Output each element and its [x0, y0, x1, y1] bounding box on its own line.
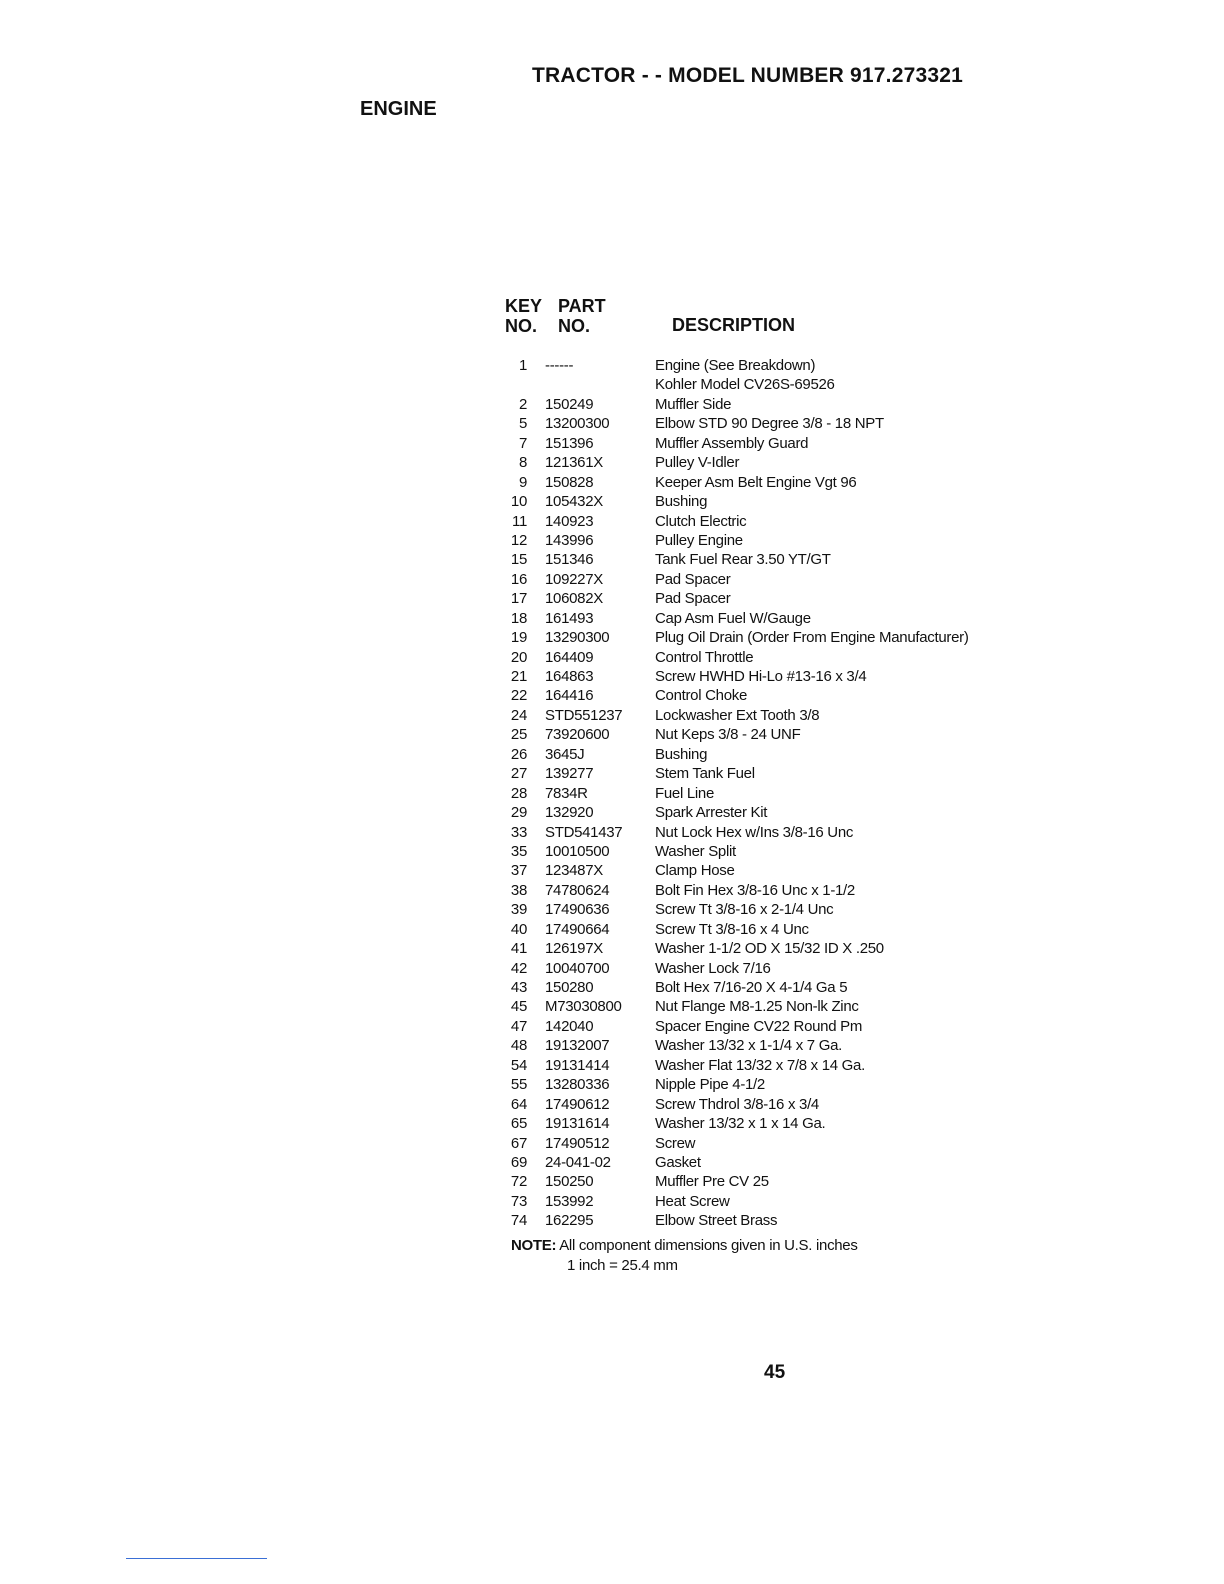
key-number-cell: 15: [510, 551, 527, 569]
key-number-cell: 47: [510, 1017, 527, 1035]
part-number-cell: 17490664: [545, 920, 610, 938]
note-text: All component dimensions given in U.S. inches: [559, 1237, 858, 1254]
part-number-cell: 3645J: [545, 745, 585, 763]
key-number-cell: 28: [510, 784, 527, 802]
page-number: 45: [764, 1362, 786, 1383]
description-cell: Muffler Pre CV 25: [655, 1173, 769, 1191]
table-row: [500, 473, 1060, 492]
part-number-cell: 13290300: [545, 629, 610, 647]
description-cell: Screw Tt 3/8-16 x 2-1/4 Unc: [655, 901, 834, 919]
key-number-cell: 45: [510, 998, 527, 1016]
table-row: [500, 628, 1060, 647]
description-cell: Lockwasher Ext Tooth 3/8: [655, 706, 820, 724]
part-number-cell: 150280: [545, 979, 594, 996]
description-cell: Keeper Asm Belt Engine Vgt 96: [655, 473, 857, 491]
key-number-cell: 17: [510, 590, 527, 608]
description-cell: Nut Keps 3/8 - 24 UNF: [655, 726, 801, 744]
part-number-cell: 150249: [545, 395, 594, 413]
table-row: [500, 784, 1060, 803]
key-number-cell: 48: [510, 1037, 527, 1055]
part-number-cell: STD551237: [545, 706, 623, 724]
table-row: [500, 589, 1060, 608]
part-number-cell: 142040: [545, 1017, 594, 1035]
description-cell: Control Throttle: [655, 648, 754, 666]
key-number-cell: 24: [510, 706, 527, 724]
section-heading: ENGINE: [360, 98, 437, 120]
description-cell: Nut Flange M8-1.25 Non-lk Zinc: [655, 998, 859, 1016]
key-number-cell: 8: [518, 454, 527, 472]
table-row: [500, 453, 1060, 472]
key-number-cell: 21: [510, 668, 527, 685]
part-number-cell: 150828: [545, 473, 594, 491]
table-row: [500, 667, 1060, 686]
description-cell: Heat Screw: [655, 1192, 730, 1210]
column-header-description: DESCRIPTION: [672, 315, 796, 335]
table-row: [500, 1134, 1060, 1153]
table-row: [500, 570, 1060, 589]
table-row: [500, 356, 1060, 375]
document-title: TRACTOR - - MODEL NUMBER 917.273321: [532, 64, 963, 87]
description-cell: Fuel Line: [655, 784, 715, 802]
note-line-1: [511, 1236, 858, 1256]
key-number-cell: 64: [510, 1095, 527, 1113]
key-number-cell: 19: [510, 629, 527, 647]
table-row: [500, 686, 1060, 705]
description-cell: Pad Spacer: [655, 590, 731, 608]
part-number-cell: 162295: [545, 1212, 594, 1230]
key-number-cell: 33: [510, 823, 527, 841]
part-number-cell: 24-041-02: [545, 1153, 611, 1171]
part-number-cell: 151346: [545, 551, 594, 569]
column-header-key-line2: NO.: [505, 316, 538, 336]
description-cell: Muffler Assembly Guard: [655, 434, 809, 452]
table-row: [500, 1017, 1060, 1036]
key-number-cell: 43: [510, 979, 527, 996]
key-number-cell: 65: [510, 1115, 527, 1133]
description-cell: Spacer Engine CV22 Round Pm: [655, 1017, 863, 1035]
description-cell: Bushing: [655, 745, 708, 763]
table-row: [500, 550, 1060, 569]
part-number-cell: 123487X: [545, 862, 603, 880]
description-cell: Screw HWHD Hi-Lo #13-16 x 3/4: [655, 668, 867, 685]
description-cell: Washer 1-1/2 OD X 15/32 ID X .250: [655, 940, 884, 958]
description-cell: Elbow Street Brass: [655, 1212, 778, 1230]
part-number-cell: 17490612: [545, 1095, 610, 1113]
key-number-cell: 55: [510, 1076, 527, 1094]
part-number-cell: 109227X: [545, 570, 603, 588]
key-number-cell: [500, 375, 545, 394]
table-row: [500, 395, 1060, 414]
part-number-cell: 17490636: [545, 901, 610, 919]
column-header-part-line2: NO.: [558, 316, 591, 336]
part-number-cell: 19131414: [545, 1056, 610, 1074]
description-cell: Kohler Model CV26S-69526: [655, 376, 835, 394]
parts-list: [500, 356, 1060, 1231]
description-cell: Clamp Hose: [655, 862, 735, 880]
table-row: [500, 1153, 1060, 1172]
key-number-cell: 1: [518, 357, 527, 374]
table-row: [500, 939, 1060, 958]
column-header-key-line1: KEY: [505, 296, 543, 316]
part-number-cell: M73030800: [545, 998, 622, 1016]
key-number-cell: 39: [510, 901, 527, 919]
key-number-cell: 16: [510, 570, 527, 588]
footer-rule: [126, 1558, 267, 1559]
part-number-cell: 132920: [545, 804, 594, 822]
description-cell: Nipple Pipe 4-1/2: [655, 1076, 765, 1094]
dimensions-note: [511, 1236, 858, 1275]
table-row: [500, 997, 1060, 1016]
description-cell: Washer 13/32 x 1-1/4 x 7 Ga.: [655, 1037, 842, 1055]
key-number-cell: 22: [510, 687, 527, 705]
table-row: [500, 531, 1060, 550]
description-cell: Washer Split: [655, 842, 736, 860]
table-row: [500, 959, 1060, 978]
table-row: [500, 1192, 1060, 1211]
key-number-cell: 18: [510, 609, 527, 627]
table-row: [500, 1114, 1060, 1133]
table-row: [500, 803, 1060, 822]
part-number-cell: [545, 375, 655, 394]
part-number-cell: 106082X: [545, 590, 603, 608]
description-cell: Spark Arrester Kit: [655, 804, 768, 822]
part-number-cell: 19132007: [545, 1037, 610, 1055]
description-cell: Washer 13/32 x 1 x 14 Ga.: [655, 1115, 826, 1133]
key-number-cell: 73: [510, 1192, 527, 1210]
key-number-cell: 69: [510, 1153, 527, 1171]
description-cell: Gasket: [655, 1153, 701, 1171]
part-number-cell: 105432X: [545, 493, 603, 511]
column-header-key-no: [505, 296, 542, 336]
description-cell: Screw: [655, 1134, 696, 1152]
description-cell: Bolt Hex 7/16-20 X 4-1/4 Ga 5: [655, 979, 848, 996]
part-number-cell: 164416: [545, 687, 594, 705]
part-number-cell: 74780624: [545, 881, 610, 899]
description-cell: Screw Tt 3/8-16 x 4 Unc: [655, 920, 809, 938]
description-cell: Screw Thdrol 3/8-16 x 3/4: [655, 1095, 819, 1113]
description-cell: Cap Asm Fuel W/Gauge: [655, 609, 811, 627]
key-number-cell: 2: [518, 395, 527, 413]
part-number-cell: 164863: [545, 668, 594, 685]
table-row: [500, 706, 1060, 725]
key-number-cell: 35: [510, 842, 527, 860]
part-number-cell: 73920600: [545, 726, 610, 744]
description-cell: Pulley Engine: [655, 531, 743, 549]
part-number-cell: 10040700: [545, 959, 610, 977]
key-number-cell: 5: [518, 415, 527, 433]
part-number-cell: 164409: [545, 648, 594, 666]
key-number-cell: 41: [510, 940, 527, 958]
description-cell: Bolt Fin Hex 3/8-16 Unc x 1-1/2: [655, 881, 855, 899]
key-number-cell: 27: [510, 765, 527, 783]
table-row: [500, 1095, 1060, 1114]
part-number-cell: STD541437: [545, 823, 623, 841]
table-row: [500, 375, 1060, 394]
key-number-cell: 26: [510, 745, 527, 763]
part-number-cell: 10010500: [545, 842, 610, 860]
description-cell: Engine (See Breakdown): [655, 357, 816, 374]
part-number-cell: 19131614: [545, 1115, 610, 1133]
table-row: [500, 512, 1060, 531]
description-cell: Plug Oil Drain (Order From Engine Manufacturer): [655, 629, 969, 647]
table-row: [500, 842, 1060, 861]
key-number-cell: 54: [510, 1056, 527, 1074]
part-number-cell: 140923: [545, 512, 594, 530]
key-number-cell: 9: [518, 473, 527, 491]
part-number-cell: 126197X: [545, 940, 603, 958]
key-number-cell: 20: [510, 648, 527, 666]
note-line-2: 1 inch = 25.4 mm: [567, 1256, 678, 1274]
key-number-cell: 10: [510, 493, 527, 511]
key-number-cell: 11: [512, 512, 527, 530]
description-cell: Tank Fuel Rear 3.50 YT/GT: [655, 551, 831, 569]
table-row: [500, 1036, 1060, 1055]
table-row: [500, 434, 1060, 453]
table-row: [500, 609, 1060, 628]
description-cell: Washer Flat 13/32 x 7/8 x 14 Ga.: [655, 1056, 865, 1074]
part-number-cell: 13280336: [545, 1076, 610, 1094]
note-label: NOTE:: [511, 1237, 557, 1254]
description-cell: Muffler Side: [655, 395, 732, 413]
table-row: [500, 920, 1060, 939]
table-row: [500, 745, 1060, 764]
part-number-cell: 151396: [545, 434, 594, 452]
table-row: [500, 861, 1060, 880]
description-cell: Bushing: [655, 493, 708, 511]
description-cell: Pad Spacer: [655, 570, 731, 588]
key-number-cell: 67: [510, 1134, 527, 1152]
key-number-cell: 40: [510, 920, 527, 938]
part-number-cell: 150250: [545, 1173, 594, 1191]
part-number-cell: 161493: [545, 609, 594, 627]
table-row: [500, 1075, 1060, 1094]
table-row: [500, 1056, 1060, 1075]
description-cell: Washer Lock 7/16: [655, 959, 771, 977]
table-row: [500, 492, 1060, 511]
part-number-cell: 121361X: [545, 454, 603, 472]
part-number-cell: ------: [545, 357, 574, 374]
part-number-cell: 143996: [545, 531, 594, 549]
part-number-cell: 139277: [545, 765, 594, 783]
part-number-cell: 7834R: [545, 784, 588, 802]
table-row: [500, 1211, 1060, 1230]
key-number-cell: 38: [510, 881, 527, 899]
table-row: [500, 725, 1060, 744]
column-header-part-line1: PART: [558, 296, 606, 316]
description-cell: Pulley V-Idler: [655, 454, 740, 472]
table-row: [500, 648, 1060, 667]
key-number-cell: 37: [510, 862, 527, 880]
key-number-cell: 74: [510, 1212, 527, 1230]
key-number-cell: 7: [518, 434, 527, 452]
description-cell: Stem Tank Fuel: [655, 765, 755, 783]
part-number-cell: 17490512: [545, 1134, 610, 1152]
table-row: [500, 900, 1060, 919]
table-row: [500, 881, 1060, 900]
key-number-cell: 25: [510, 726, 527, 744]
key-number-cell: 29: [510, 804, 527, 822]
part-number-cell: 13200300: [545, 415, 610, 433]
key-number-cell: 42: [510, 959, 527, 977]
table-row: [500, 1172, 1060, 1191]
table-row: [500, 823, 1060, 842]
table-row: [500, 978, 1060, 997]
description-cell: Elbow STD 90 Degree 3/8 - 18 NPT: [655, 415, 884, 433]
table-row: [500, 764, 1060, 783]
description-cell: Control Choke: [655, 687, 747, 705]
part-number-cell: 153992: [545, 1192, 594, 1210]
table-row: [500, 414, 1060, 433]
description-cell: Nut Lock Hex w/Ins 3/8-16 Unc: [655, 823, 854, 841]
description-cell: Clutch Electric: [655, 512, 747, 530]
column-header-part-no: [558, 296, 606, 336]
key-number-cell: 12: [510, 531, 527, 549]
key-number-cell: 72: [510, 1173, 527, 1191]
